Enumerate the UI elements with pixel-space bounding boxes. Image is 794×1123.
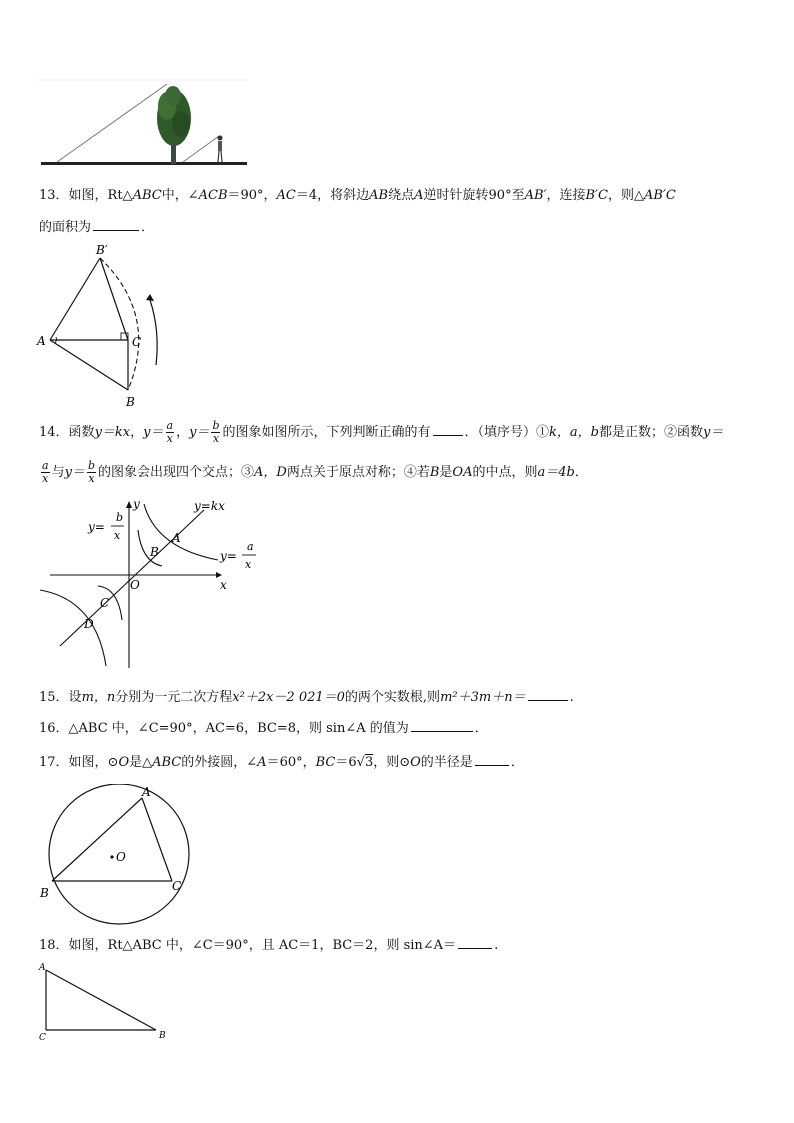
q13-line2: 的面积为 ． [39,217,154,238]
rotation-arrow-icon [150,300,157,365]
q16-line: 16．△ABC 中，∠C=90°，AC=6，BC=8，则 sin∠A 的值为 ． [39,718,488,739]
fraction-a-over-x: $\frac{a}{x}$ [42,459,49,485]
q17-line: 17．如图，⊙O是△ABC的外接圆，∠A＝60°，BC＝6√3，则⊙O的半径是 ． [39,752,524,773]
answer-blank[interactable] [528,687,568,701]
sqrt-symbol: √ [356,755,365,770]
q18-triangle-figure [36,960,176,1046]
curve-a-over-x-q3 [40,590,106,666]
label-a: A [142,785,151,799]
fraction-b-over-x: $\frac{b}{x}$ [87,459,95,485]
q14-line1: 14．函数y＝kx，y＝ $\frac{a}{x}$ ，y＝ $\frac{b}{x}$ 的图象如图所示，下列判断正确的有 ．（填序号）①k，a，b都是正数；②函数y＝ [39,419,724,445]
answer-blank[interactable] [433,422,463,436]
label-y-b-eq: y= [88,520,105,534]
label-b: B [126,395,135,409]
answer-blank[interactable] [411,718,473,732]
q18-line: 18．如图，Rt△ABC 中，∠C＝90°，且 AC＝1，BC＝2，则 sin∠A＝ . [39,935,498,956]
label-c: C [39,1033,46,1043]
fraction-a-over-x: $\frac{a}{x}$ [166,419,174,445]
tree-shadow-figure [39,78,251,170]
rotation-arc [100,258,142,390]
q15-line: 15．设m，n分别为一元二次方程x²＋2x－2 021＝0的两个实数根,则m²＋3m＋n＝ . [39,687,574,708]
label-c: C [172,879,182,893]
label-o: O [116,850,126,864]
label-origin: O [130,578,140,592]
label-y-axis: y [133,497,140,511]
answer-blank[interactable] [475,752,509,766]
label-a: A [39,963,46,973]
label-x-axis: x [220,578,227,592]
ground-line [41,162,247,165]
label-a: A [37,334,46,348]
label-point-a: A [172,531,181,545]
y-axis-arrow-icon [126,501,132,508]
label-point-c: C [100,596,110,610]
label-b: B [159,1031,166,1041]
q13-triangle-figure [34,240,174,410]
label-y-a-eq: y= [220,549,237,563]
answer-blank[interactable] [93,217,139,231]
q14-line2: $\frac{a}{x}$ 与y＝ $\frac{b}{x}$ 的图象会出现四个交点；③A，D两点关于原点对称；④若B是OA的中点，则a＝4b． [42,459,588,485]
label-yb-num: b [116,511,124,524]
label-point-d: D [84,617,94,631]
label-c: C [132,335,142,349]
fraction-b-over-x: $\frac{b}{x}$ [212,419,220,445]
label-b: B [40,886,49,900]
q14-graph-figure [38,496,278,672]
label-b-prime: B′ [96,243,108,257]
q13-line1: 13．如图，Rt△ABC中，∠ACB＝90°，AC＝4，将斜边AB绕点A逆时针旋转90°至AB′，连接B′C，则△AB′C [39,188,676,203]
label-y-kx: y=kx [194,499,225,513]
q17-circle-figure [36,784,196,930]
label-ya-den: x [245,558,252,571]
answer-blank[interactable] [458,935,492,949]
label-yb-den: x [114,529,121,542]
label-ya-num: a [247,540,254,553]
label-point-b: B [150,545,159,559]
